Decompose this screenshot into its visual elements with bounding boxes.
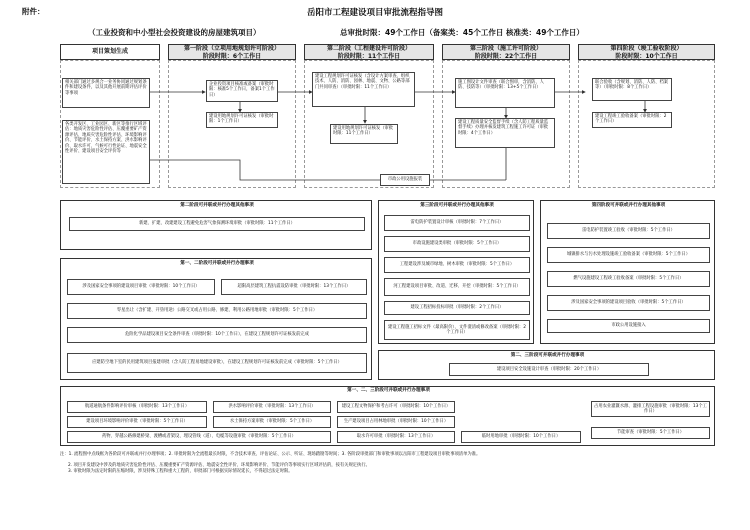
stage-4-item: 市政公用设施接入: [547, 319, 710, 333]
stage-123-item: 临时用地审批（审批时限：10个工作日）: [461, 431, 581, 443]
total-time: 总审批时限：49个工作日（备案类：45个工作日 核准类：49个工作日）: [340, 28, 584, 37]
stage-3-other-title: 第三阶段可并联或并行办理其他事项: [420, 203, 494, 208]
stage-123-item: 药物、穿越公路修建桥梁、渡槽或者架设、埋设管线（道）、电缆等设施审批（审批时限：5个工作日）: [67, 431, 331, 443]
stage-23-parallel-title: 第二、三阶段可并联或并行办理事项: [510, 353, 585, 358]
stage-4-item: 雷电防护装置竣工验收（审批时限：5个工作日）: [547, 223, 710, 239]
s2-planning-permit-box: 建设工程规划许可证核发（含设计方案审查、组织技术、人防、消防、园林、地震、文物、公路等部门共同审查）（审批时限：11个工作日）: [312, 72, 415, 107]
stage-4-item: 燃气设施建设工程竣工验收备案（审批时限：5个工作日）: [547, 271, 710, 287]
stage-4-other-panel: [540, 200, 715, 344]
s4-joint-acceptance-box: 联合验收（含规划、消防、人防、档案等）（审批时限：8个工作日）: [592, 78, 672, 101]
stage-3-item: 建设工程招标投标审批（审批时限：2个工作日）: [384, 301, 530, 315]
footnote: 3. 审批时限为法定时限的压缩时限，涉及特殊工程和重大工程的，审批部门可根据实际情况延长，不得超过法定时限。: [68, 469, 293, 474]
stage-123-parallel-panel: [60, 386, 715, 446]
stage-2-other-item: 新建、扩建、改建建设工程避免危害气象探测环境审批（审批时限：11个工作日）: [69, 217, 365, 231]
attachment-label: 附件：: [22, 7, 45, 16]
stage-2-other-title: 第二阶段可并联或并行办理其他事项: [180, 203, 254, 208]
stage-1-label: 第一阶段（立项用地规划许可阶段）: [183, 45, 280, 52]
stage-2-other-panel: [60, 200, 372, 250]
stage-123-item: 生产建设项目占用林地审批（审批时限：10个工作日）: [337, 416, 455, 428]
stage-3-label: 第三阶段（施工许可阶段）: [469, 45, 542, 52]
s2-land-permit-box: 建设用地规划许可证核发（审批时限：11个工作日）: [330, 124, 398, 144]
plan-coordination-box: 相关部门通过多规合一业务协同通过规划条件和建设条件，以及其他开展前期评估评价等事项: [62, 78, 150, 108]
stage-123-item: 取水许可审批（审批时限：13个工作日）: [337, 431, 455, 443]
s1-land-permit-box: 建设用地规划许可证核发（审批时限：1个工作日）: [206, 112, 278, 128]
stage-123-item: 建设工程文物保护和考古许可（审批时限：10个工作日）: [337, 401, 455, 413]
municipal-facility-box: 市政公用设施报装: [380, 174, 430, 186]
stage-123-item: 洪水影响评价审批（审批时限：13个工作日）: [213, 401, 331, 413]
plan-region-assessment-box: 各类开发区、工业园区、新区等推行区域评估：地质灾害危险性评估、压覆重要矿产资源评估、地质灾害危险性评估、环境影响评价、节能评价、水土保持方案、洪水影响评价、取水许可、气候可行性论证、地震安全性评价、建设项目安全评价等: [62, 120, 150, 184]
stage-4-time: 阶段时限：10个工作日: [615, 52, 678, 60]
stage-123-item: 水土保持方案审批（审批时限：5个工作日）: [213, 416, 331, 428]
stage-3-other-panel: [378, 200, 534, 344]
stage-4-item: 城镇排水与污水处理设施竣工验收备案（审批时限：5个工作日）: [547, 247, 710, 263]
stage-12-item: 危险化学品建设项目安全条件审查（审批时限：10个工作日），在建设工程规划许可证核发前完成: [67, 327, 367, 343]
stage-123-parallel-title: 第一、二、三阶段可并联或并行办理事项: [347, 388, 430, 393]
stage-3-item: 河工程建设项目审批、改道、迁移、开挖（审批时限：5个工作日）: [384, 278, 530, 296]
stage-23-parallel-panel: [378, 350, 715, 380]
s4-filing-box: 建设工程竣工验收备案（审批时限：2个工作日）: [592, 112, 672, 128]
stage-12-item: 涉及国家安全事项的建设项目审批（审批时限：10个工作日）: [67, 279, 215, 295]
stage-3-time: 阶段时限：22个工作日: [474, 52, 538, 60]
stage-3-item: 工程建设涉及城市绿地、树木审批（审批时限：5个工作日）: [384, 257, 530, 273]
stage-12-parallel-panel: [60, 258, 372, 380]
stage-3-item: 建设工程施工招标文件（最高限价）、文件澄清或修改备案（审批时限：2个工作日）: [384, 320, 530, 340]
page-subtitle: （工业投资和中小型社会投资建设的房屋建筑项目）: [88, 28, 261, 37]
s3-construction-permit-box: 建设工程质量安全监督手续（含人防工程质量监督手续）办理并核发建筑工程施工许可证（审批时限：4个工作日）: [455, 118, 555, 148]
stage-3-item: 雷电防护装置设计审核（审批时限：7个工作日）: [384, 215, 530, 231]
stage-plan-label: 项目策划生成: [91, 48, 128, 56]
stage-3-item: 市政设施建设类审批（审批时限：5个工作日）: [384, 236, 530, 252]
stage-1-time: 阶段时限：6个工作日: [202, 52, 262, 60]
stage-123-item: 建设项目环境影响评价审批（审批时限：5个工作日）: [67, 416, 207, 428]
stage-2-label: 第二阶段（工程建设许可阶段）: [326, 45, 411, 52]
stage-123-item: 节能审查（审批时限：5个工作日）: [591, 427, 710, 439]
stage-12-item: 零星出让（含扩建、开垦用途）公路交叉或占用公路、修建、利用公路用地审批（审批时限：5个工作日）: [67, 303, 367, 319]
stage-4-item: 涉及国家安全事项的建设项目验收（审批时限：5个工作日）: [547, 295, 710, 311]
stage-12-parallel-title: 第一、二阶段可并联或并行办理事项: [180, 261, 254, 266]
stage-12-item: 应建防空地下室的民用建筑项目报建审批（含人防工程易地建设审批），在建设工程规划许可证核发前完成（审批时限：5个工作日）: [67, 353, 367, 373]
stage-2-time: 阶段时限：11个工作日: [337, 52, 401, 60]
stage-123-item: 航道通航条件影响评价审核（审批时限：13个工作日）: [67, 401, 207, 413]
stage-123-item: 占用农业灌溉水源、灌排工程设施审批（审批时限：13个工作日）: [591, 401, 710, 417]
footnote: 注：1. 流程图中点线框为各阶段可并联或并行办理事项；2. 审批时限为全流程最长时限，不含技术审查、评估论证、公示、听证、现场踏勘等时间；3. 各阶段审批部门和审批事项以岳阳市工程建设项目审批事项清单为准。: [60, 452, 481, 457]
s1-approval-box: 企业投资项目核准或备案（审批时限：核准5个工作日，备案1个工作日）: [206, 80, 278, 102]
stage-4-other-title: 第四阶段可并联或并行办理其他事项: [591, 203, 666, 208]
s3-drawing-review-box: 施工图设计文件审查（联合图审，含消防、人防、技防等）（审批时限：13+5个工作日）: [455, 78, 555, 108]
stage-23-item: 建设项目安全设施设计审查（审批时限：20个工作日）: [449, 363, 649, 376]
page-title: 岳阳市工程建设项目审批流程指导图: [306, 8, 443, 18]
stage-4-label: 第四阶段（竣工验收阶段）: [610, 45, 683, 52]
footnote: 2. 项目开发建设中涉及的地质灾害危险性评估、压覆重要矿产资源评估、地震安全性评价、环境影响评价、节能评价等事项实行区域评估的，按有关规定执行。: [68, 463, 370, 468]
stage-12-item: 超限高层建筑工程抗震设防审批（审批时限：13个工作日）: [221, 279, 367, 295]
